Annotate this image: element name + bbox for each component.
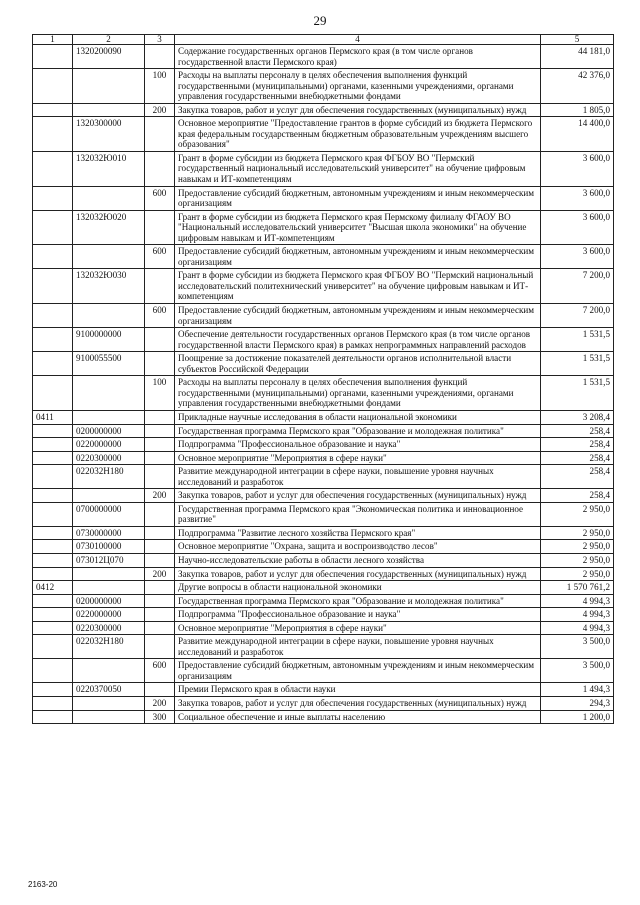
table-row [33,696,614,710]
table-row [33,489,614,503]
table-row [33,438,614,452]
budget-table [32,34,614,724]
table-row [33,151,614,186]
item-name-cell: Поощрение за достижение показателей деятельности органов исполнительной власти субъектов Российской Федерации [175,352,541,376]
section-code-cell [33,151,73,186]
target-article-cell [73,659,145,683]
amount-cell: 4 994,3 [541,621,614,635]
column-header: 5 [541,35,614,45]
item-name-cell: Развитие международной интеграции в сфере науки, повышение уровня научных исследований и разработок [175,465,541,489]
item-name-cell: Закупка товаров, работ и услуг для обеспечения государственных (муниципальных) нужд [175,103,541,117]
target-article-cell: 0220300000 [73,621,145,635]
column-header: 1 [33,35,73,45]
expense-type-cell [145,526,175,540]
target-article-cell: 0730100000 [73,540,145,554]
target-article-cell [73,696,145,710]
target-article-cell: 9100000000 [73,328,145,352]
target-article-cell: 132032Ю020 [73,210,145,245]
section-code-cell [33,45,73,69]
section-code-cell [33,245,73,269]
target-article-cell [73,581,145,595]
target-article-cell [73,69,145,104]
table-row [33,245,614,269]
table-row [33,69,614,104]
expense-type-cell [145,608,175,622]
amount-cell: 4 994,3 [541,608,614,622]
expense-type-cell [145,451,175,465]
expense-type-cell [145,465,175,489]
section-code-cell [33,710,73,724]
table-row [33,465,614,489]
item-name-cell: Основное мероприятие "Мероприятия в сфере науки" [175,621,541,635]
target-article-cell [73,410,145,424]
table-row [33,410,614,424]
item-name-cell: Закупка товаров, работ и услуг для обеспечения государственных (муниципальных) нужд [175,567,541,581]
item-name-cell: Другие вопросы в области национальной экономики [175,581,541,595]
item-name-cell: Основное мероприятие "Охрана, защита и воспроизводство лесов" [175,540,541,554]
amount-cell: 2 950,0 [541,553,614,567]
expense-type-cell [145,553,175,567]
target-article-cell: 0730000000 [73,526,145,540]
section-code-cell [33,376,73,411]
table-row [33,117,614,152]
section-code-cell [33,567,73,581]
item-name-cell: Закупка товаров, работ и услуг для обеспечения государственных (муниципальных) нужд [175,696,541,710]
amount-cell: 258,4 [541,438,614,452]
amount-cell: 7 200,0 [541,304,614,328]
table-row [33,502,614,526]
item-name-cell: Развитие международной интеграции в сфере науки, повышение уровня научных исследований и разработок [175,635,541,659]
expense-type-cell [145,117,175,152]
target-article-cell: 1320300000 [73,117,145,152]
item-name-cell: Предоставление субсидий бюджетным, автономным учреждениям и иным некоммерческим организациям [175,659,541,683]
expense-type-cell [145,151,175,186]
expense-type-cell [145,269,175,304]
page-number: 29 [313,13,327,28]
item-name-cell: Государственная программа Пермского края "Образование и молодежная политика" [175,424,541,438]
table-row [33,567,614,581]
target-article-cell: 0200000000 [73,424,145,438]
expense-type-cell [145,540,175,554]
section-code-cell [33,489,73,503]
target-article-cell [73,103,145,117]
target-article-cell [73,245,145,269]
section-code-cell [33,186,73,210]
expense-type-cell: 600 [145,659,175,683]
table-row [33,352,614,376]
section-code-cell [33,210,73,245]
amount-cell: 2 950,0 [541,526,614,540]
expense-type-cell [145,210,175,245]
item-name-cell: Прикладные научные исследования в области национальной экономики [175,410,541,424]
table-row [33,683,614,697]
expense-type-cell: 200 [145,567,175,581]
table-row [33,553,614,567]
table-row [33,304,614,328]
section-code-cell: 0411 [33,410,73,424]
expense-type-cell: 200 [145,103,175,117]
target-article-cell [73,489,145,503]
section-code-cell [33,659,73,683]
amount-cell: 2 950,0 [541,567,614,581]
expense-type-cell [145,683,175,697]
item-name-cell: Предоставление субсидий бюджетным, автономным учреждениям и иным некоммерческим организациям [175,245,541,269]
item-name-cell: Премии Пермского края в области науки [175,683,541,697]
table-row [33,328,614,352]
expense-type-cell [145,410,175,424]
target-article-cell [73,304,145,328]
table-row [33,376,614,411]
section-code-cell [33,352,73,376]
expense-type-cell: 200 [145,696,175,710]
target-article-cell: 0220300000 [73,451,145,465]
table-row [33,103,614,117]
target-article-cell: 0220000000 [73,608,145,622]
section-code-cell [33,683,73,697]
section-code-cell [33,621,73,635]
target-article-cell: 022032Н180 [73,465,145,489]
table-body [33,45,614,724]
item-name-cell: Основное мероприятие "Предоставление грантов в форме субсидий из бюджета Пермского края федеральным государственным бюджетным образовательным учреждениям высшего образования" [175,117,541,152]
table-row [33,451,614,465]
expense-type-cell [145,635,175,659]
amount-cell: 1 531,5 [541,352,614,376]
table-row [33,540,614,554]
expense-type-cell: 100 [145,376,175,411]
table-row [33,621,614,635]
amount-cell: 1 494,3 [541,683,614,697]
target-article-cell: 0220370050 [73,683,145,697]
table-row [33,186,614,210]
expense-type-cell [145,502,175,526]
table-row [33,594,614,608]
document-code: 2163-20 [28,880,58,889]
table-row [33,659,614,683]
section-code-cell [33,594,73,608]
target-article-cell [73,567,145,581]
item-name-cell: Расходы на выплаты персоналу в целях обеспечения выполнения функций государственными (муниципальными) органами, казенными учреждениями, органами управления государственными внебюджетными фондами [175,376,541,411]
section-code-cell [33,526,73,540]
table-header-row [33,35,614,45]
amount-cell: 1 531,5 [541,376,614,411]
table-row [33,424,614,438]
section-code-cell [33,328,73,352]
table-row [33,269,614,304]
expense-type-cell [145,594,175,608]
section-code-cell: 0412 [33,581,73,595]
expense-type-cell [145,352,175,376]
amount-cell: 2 950,0 [541,540,614,554]
expense-type-cell: 600 [145,304,175,328]
table-row [33,635,614,659]
section-code-cell [33,465,73,489]
amount-cell: 3 500,0 [541,635,614,659]
amount-cell: 258,4 [541,451,614,465]
target-article-cell: 132032Ю010 [73,151,145,186]
item-name-cell: Основное мероприятие "Мероприятия в сфере науки" [175,451,541,465]
expense-type-cell [145,621,175,635]
amount-cell: 3 600,0 [541,186,614,210]
amount-cell: 7 200,0 [541,269,614,304]
amount-cell: 1 805,0 [541,103,614,117]
target-article-cell: 1320200090 [73,45,145,69]
section-code-cell [33,696,73,710]
section-code-cell [33,117,73,152]
amount-cell: 3 208,4 [541,410,614,424]
item-name-cell: Научно-исследовательские работы в области лесного хозяйства [175,553,541,567]
amount-cell: 258,4 [541,489,614,503]
section-code-cell [33,451,73,465]
column-header: 4 [175,35,541,45]
target-article-cell: 022032Н180 [73,635,145,659]
amount-cell: 42 376,0 [541,69,614,104]
amount-cell: 4 994,3 [541,594,614,608]
amount-cell: 3 600,0 [541,245,614,269]
section-code-cell [33,608,73,622]
item-name-cell: Предоставление субсидий бюджетным, автономным учреждениям и иным некоммерческим организациям [175,304,541,328]
item-name-cell: Грант в форме субсидии из бюджета Пермского края Пермскому филиалу ФГАОУ ВО "Национальный исследовательский университет "Высшая школа экономики" на обучение цифровым навыкам и ИТ-компетенциям [175,210,541,245]
table-row [33,710,614,724]
table-row [33,45,614,69]
expense-type-cell: 600 [145,245,175,269]
amount-cell: 258,4 [541,424,614,438]
item-name-cell: Обеспечение деятельности государственных органов Пермского края (в том числе органов государственной власти Пермского края) в рамках непрограммных направлений расходов [175,328,541,352]
section-code-cell [33,438,73,452]
item-name-cell: Содержание государственных органов Пермского края (в том числе органов государственной власти Пермского края) [175,45,541,69]
expense-type-cell: 200 [145,489,175,503]
item-name-cell: Государственная программа Пермского края "Образование и молодежная политика" [175,594,541,608]
section-code-cell [33,540,73,554]
amount-cell: 294,3 [541,696,614,710]
section-code-cell [33,424,73,438]
expense-type-cell [145,45,175,69]
table-row [33,608,614,622]
table-row [33,526,614,540]
amount-cell: 3 600,0 [541,210,614,245]
section-code-cell [33,269,73,304]
section-code-cell [33,553,73,567]
target-article-cell: 132032Ю030 [73,269,145,304]
target-article-cell: 0200000000 [73,594,145,608]
item-name-cell: Подпрограмма "Профессиональное образование и наука" [175,608,541,622]
item-name-cell: Грант в форме субсидии из бюджета Пермского края ФГБОУ ВО "Пермский национальный исследовательский политехнический университет" на обучение цифровым навыкам и ИТ-компетенциям [175,269,541,304]
item-name-cell: Закупка товаров, работ и услуг для обеспечения государственных (муниципальных) нужд [175,489,541,503]
item-name-cell: Грант в форме субсидии из бюджета Пермского края ФГБОУ ВО "Пермский государственный национальный исследовательский университет" на обучение цифровым навыкам и ИТ-компетенциям [175,151,541,186]
item-name-cell: Расходы на выплаты персоналу в целях обеспечения выполнения функций государственными (муниципальными) органами, казенными учреждениями, органами управления государственными внебюджетными фондами [175,69,541,104]
item-name-cell: Подпрограмма "Профессиональное образование и наука" [175,438,541,452]
amount-cell: 2 950,0 [541,502,614,526]
target-article-cell: 0700000000 [73,502,145,526]
amount-cell: 3 500,0 [541,659,614,683]
item-name-cell: Предоставление субсидий бюджетным, автономным учреждениям и иным некоммерческим организациям [175,186,541,210]
item-name-cell: Подпрограмма "Развитие лесного хозяйства Пермского края" [175,526,541,540]
section-code-cell [33,304,73,328]
item-name-cell: Государственная программа Пермского края "Экономическая политика и инновационное развитие" [175,502,541,526]
expense-type-cell: 600 [145,186,175,210]
section-code-cell [33,103,73,117]
amount-cell: 258,4 [541,465,614,489]
section-code-cell [33,69,73,104]
target-article-cell [73,376,145,411]
target-article-cell: 0220000000 [73,438,145,452]
column-header: 3 [145,35,175,45]
expense-type-cell [145,438,175,452]
amount-cell: 1 531,5 [541,328,614,352]
amount-cell: 1 570 761,2 [541,581,614,595]
amount-cell: 1 200,0 [541,710,614,724]
target-article-cell: 073012Ц070 [73,553,145,567]
section-code-cell [33,502,73,526]
target-article-cell: 9100055500 [73,352,145,376]
amount-cell: 44 181,0 [541,45,614,69]
expense-type-cell: 100 [145,69,175,104]
target-article-cell [73,186,145,210]
section-code-cell [33,635,73,659]
expense-type-cell [145,328,175,352]
expense-type-cell [145,581,175,595]
table-row [33,581,614,595]
target-article-cell [73,710,145,724]
amount-cell: 14 400,0 [541,117,614,152]
expense-type-cell: 300 [145,710,175,724]
expense-type-cell [145,424,175,438]
table-row [33,210,614,245]
column-header: 2 [73,35,145,45]
item-name-cell: Социальное обеспечение и иные выплаты населению [175,710,541,724]
amount-cell: 3 600,0 [541,151,614,186]
